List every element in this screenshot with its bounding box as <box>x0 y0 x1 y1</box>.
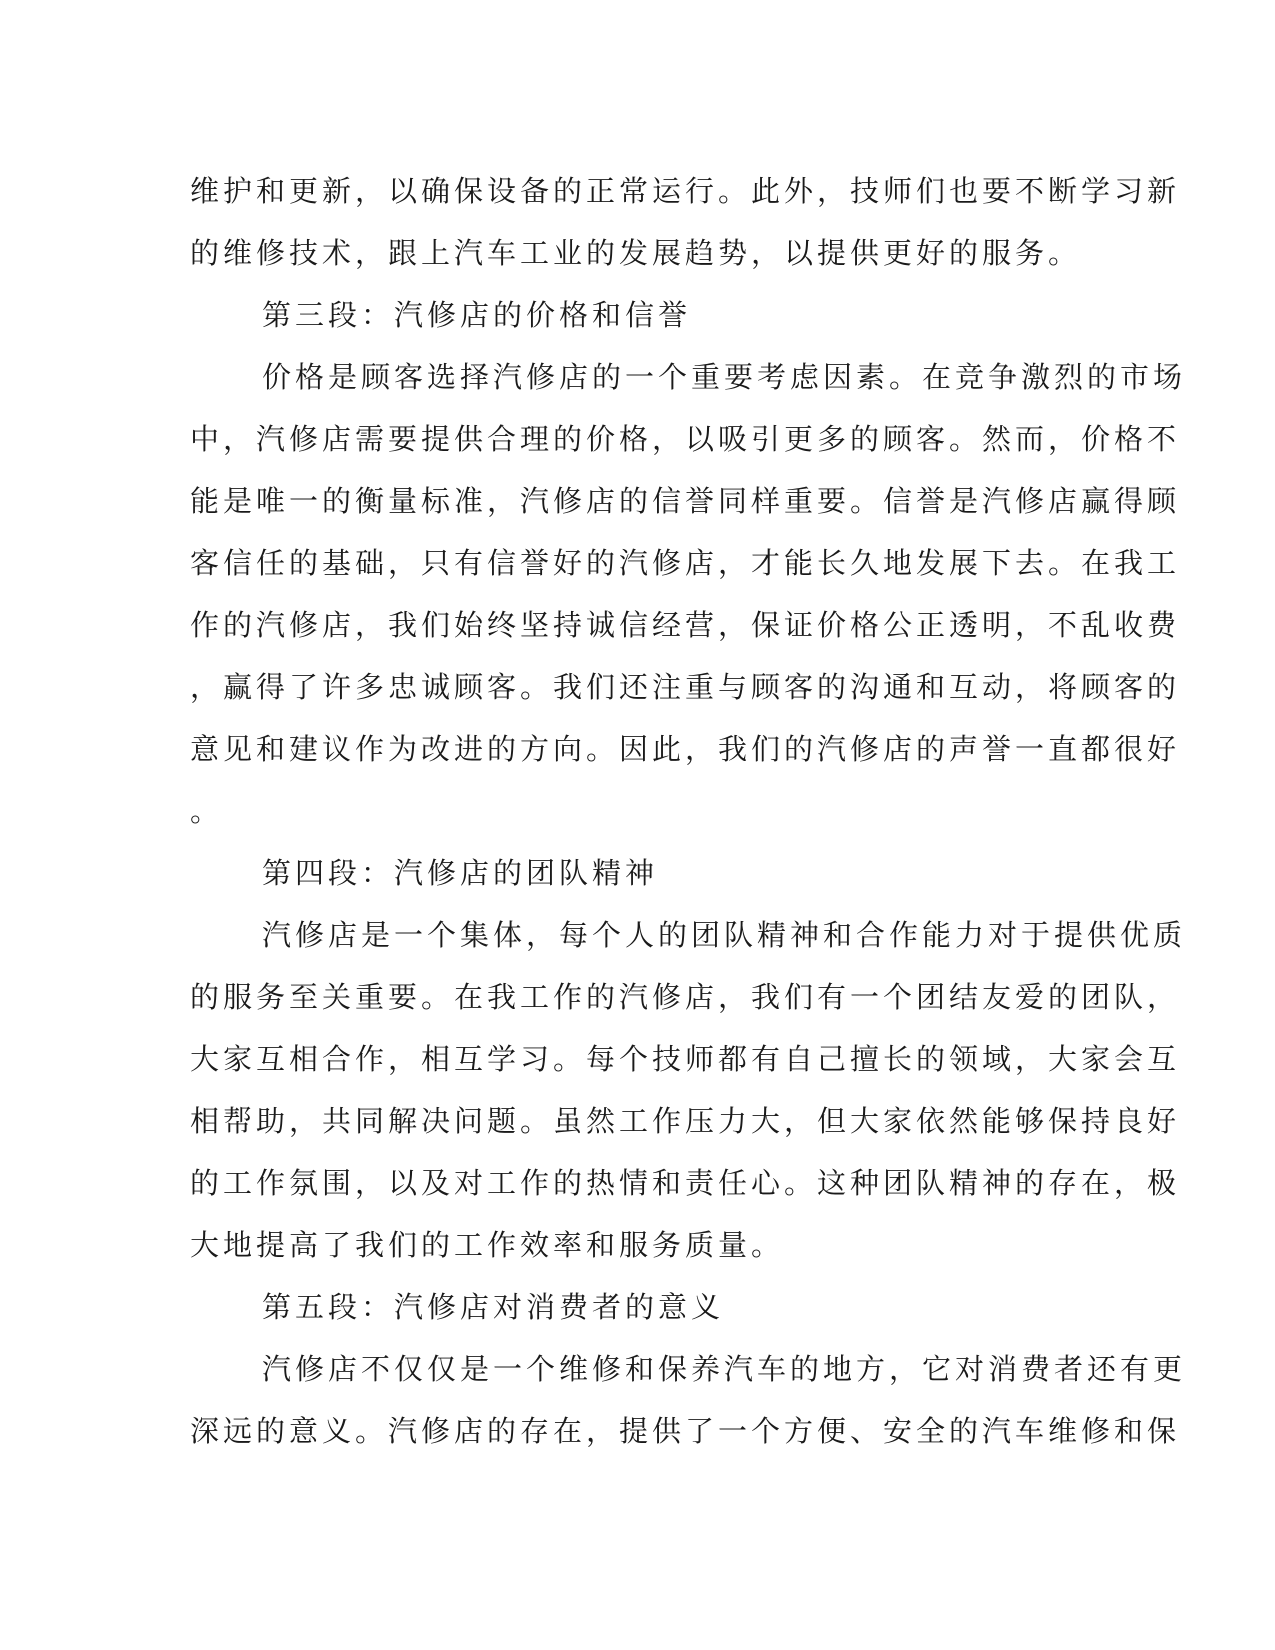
text-line: 客信任的基础，只有信誉好的汽修店，才能长久地发展下去。在我工 <box>190 546 1181 580</box>
text-line: 的工作氛围，以及对工作的热情和责任心。这种团队精神的存在，极 <box>190 1166 1181 1200</box>
text-line: 汽修店是一个集体，每个人的团队精神和合作能力对于提供优质 <box>262 918 1187 952</box>
text-line: 价格是顾客选择汽修店的一个重要考虑因素。在竞争激烈的市场 <box>262 360 1187 394</box>
section-heading-4: 第四段：汽修店的团队精神 <box>262 856 659 890</box>
text-line: 意见和建议作为改进的方向。因此，我们的汽修店的声誉一直都很好 <box>190 732 1181 766</box>
text-line: 维护和更新，以确保设备的正常运行。此外，技师们也要不断学习新 <box>190 174 1181 208</box>
text-line: 汽修店不仅仅是一个维修和保养汽车的地方，它对消费者还有更 <box>262 1352 1187 1386</box>
text-line: 能是唯一的衡量标准，汽修店的信誉同样重要。信誉是汽修店赢得顾 <box>190 484 1181 518</box>
text-line: 的维修技术，跟上汽车工业的发展趋势，以提供更好的服务。 <box>190 236 1082 270</box>
text-line: 的服务至关重要。在我工作的汽修店，我们有一个团结友爱的团队， <box>190 980 1181 1014</box>
text-line: ，赢得了许多忠诚顾客。我们还注重与顾客的沟通和互动，将顾客的 <box>190 670 1181 704</box>
section-heading-3: 第三段：汽修店的价格和信誉 <box>262 298 692 332</box>
text-line: 中，汽修店需要提供合理的价格，以吸引更多的顾客。然而，价格不 <box>190 422 1181 456</box>
text-line: 大地提高了我们的工作效率和服务质量。 <box>190 1228 785 1262</box>
text-line: 大家互相合作，相互学习。每个技师都有自己擅长的领域，大家会互 <box>190 1042 1181 1076</box>
text-line: 相帮助，共同解决问题。虽然工作压力大，但大家依然能够保持良好 <box>190 1104 1181 1138</box>
text-line: 作的汽修店，我们始终坚持诚信经营，保证价格公正透明，不乱收费 <box>190 608 1181 642</box>
text-line: 。 <box>190 794 224 828</box>
text-line: 深远的意义。汽修店的存在，提供了一个方便、安全的汽车维修和保 <box>190 1414 1181 1448</box>
section-heading-5: 第五段：汽修店对消费者的意义 <box>262 1290 725 1324</box>
document-body <box>190 160 1187 1462</box>
